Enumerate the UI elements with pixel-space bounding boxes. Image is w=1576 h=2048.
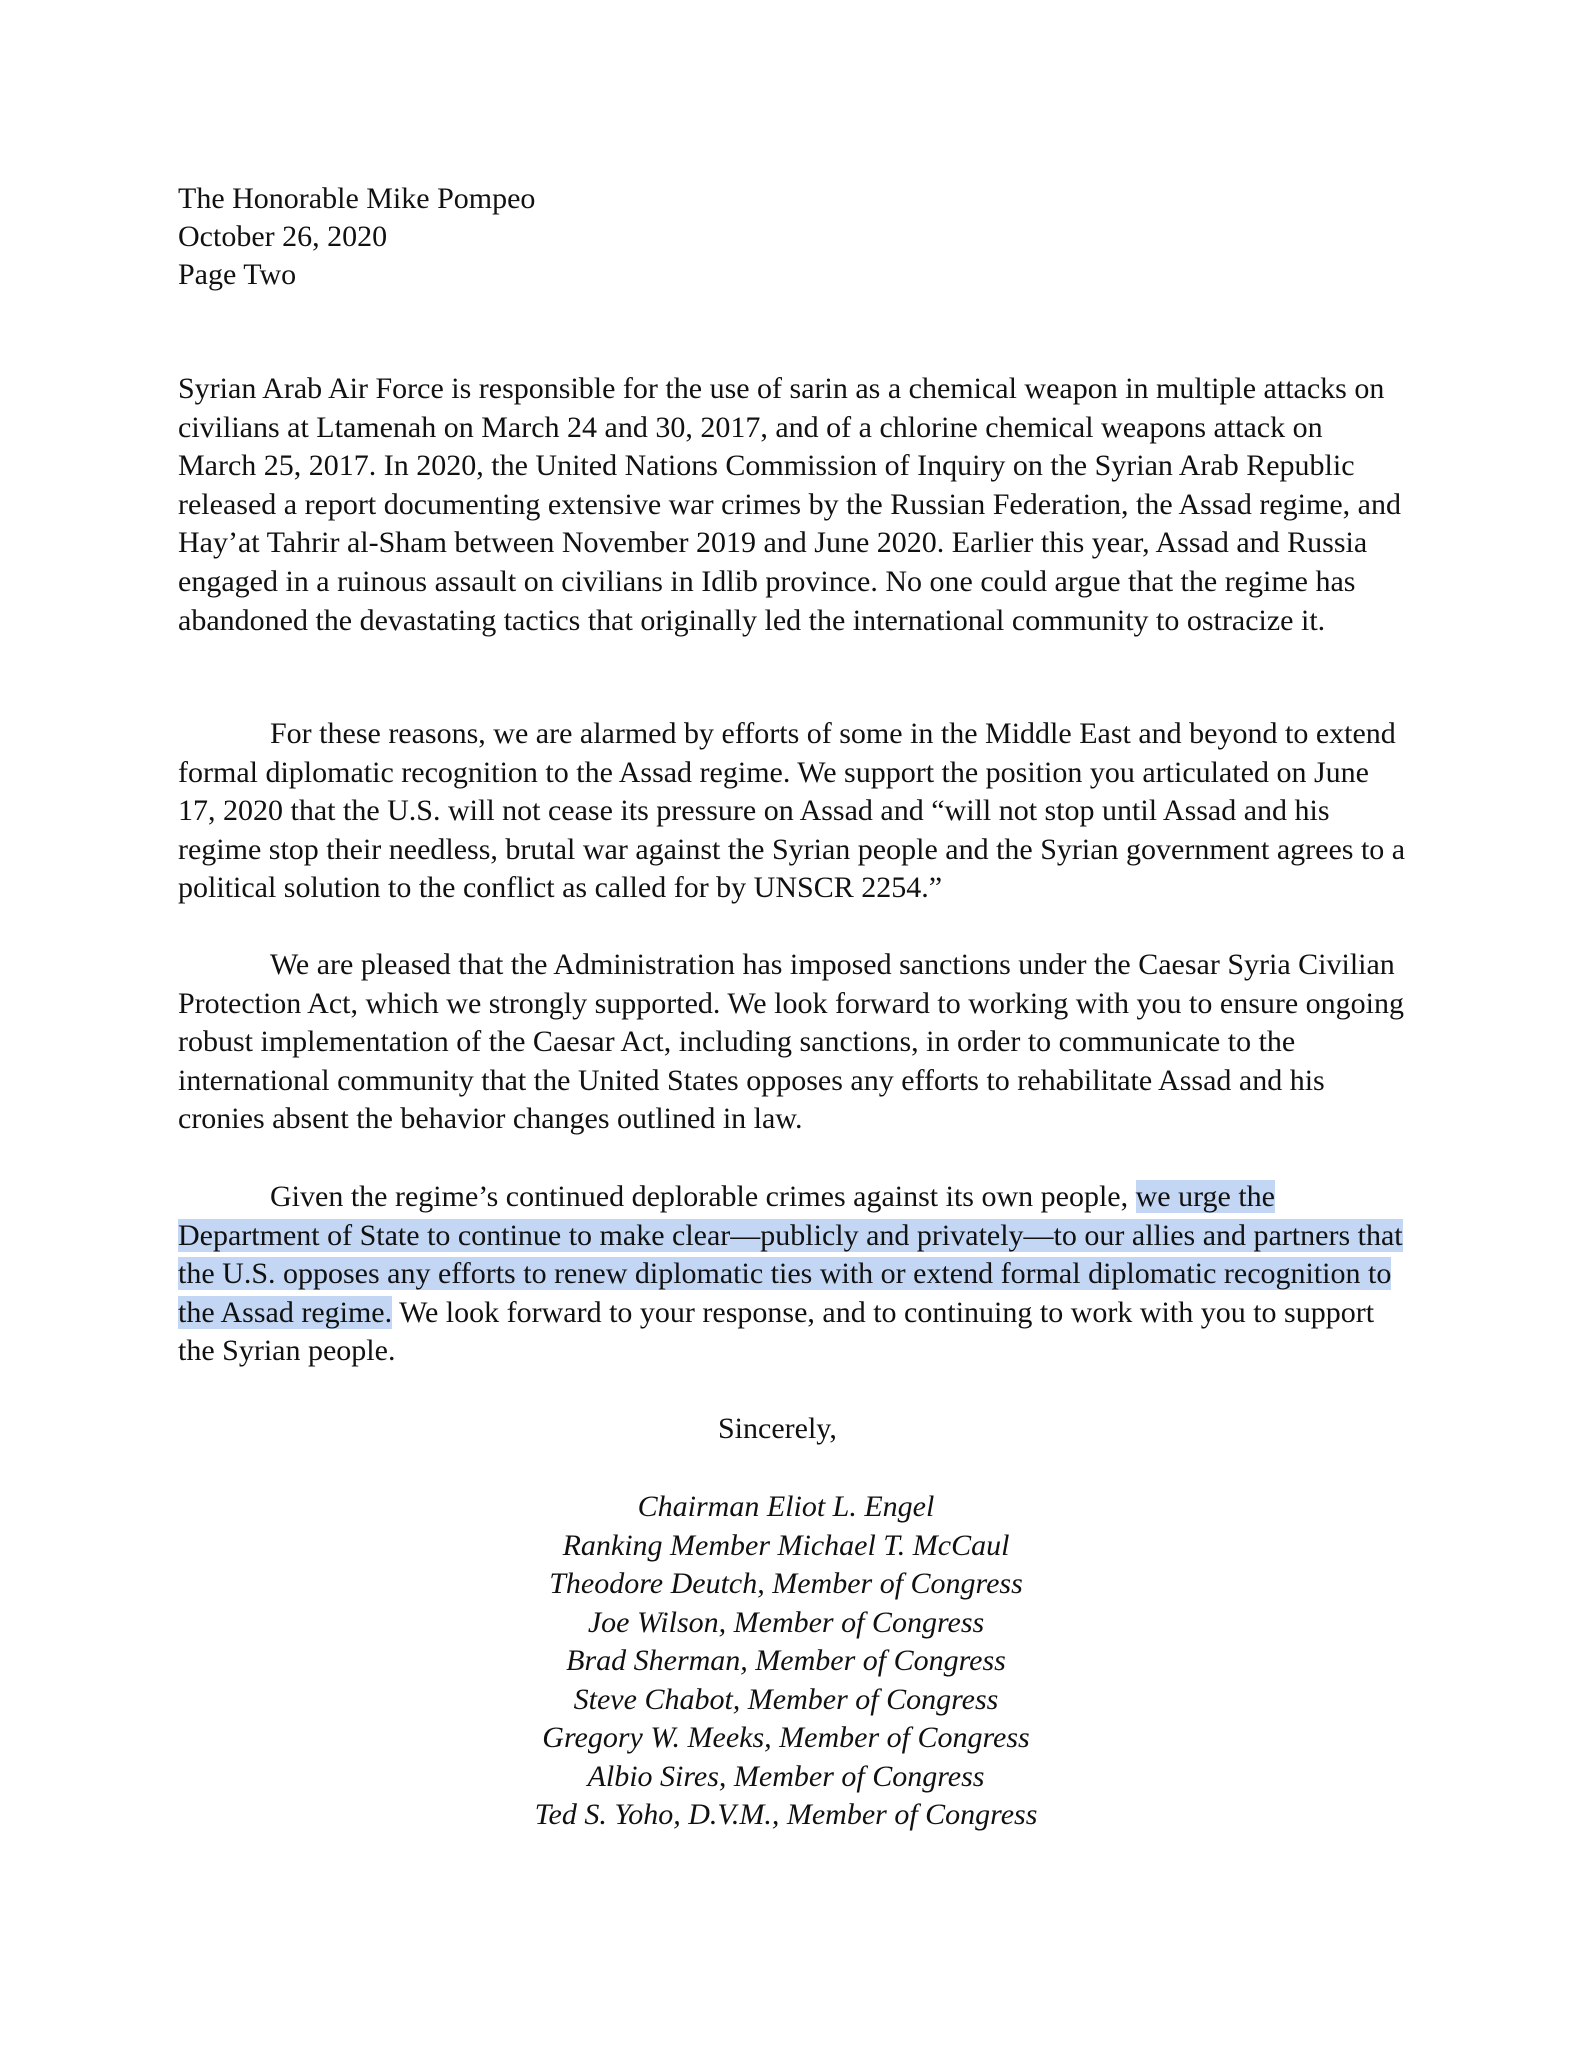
signatory: Albio Sires, Member of Congress: [587, 1759, 985, 1793]
paragraph-1-text: Syrian Arab Air Force is responsible for the use of sarin as a chemical weapon in multiple attacks on civilians at Ltamenah on March 24 and 30, 2017, and of a chlorine chemical weapons attack on March 25, 2017. In 2020, the United Nations Commission of Inquiry on the Syrian Arab Republic released a report documenting extensive war crimes by the Russian Federation, the Assad regime, and Hay’at Tahrir al-Sham between November 2019 and June 2020. Earlier this year, Assad and Russia engaged in a ruinous assault on civilians in Idlib province. No one could argue that the regime has abandoned the devastating tactics that originally led the international community to ostracize it.: [178, 372, 1401, 637]
paragraph-2-text: For these reasons, we are alarmed by efforts of some in the Middle East and beyond to extend formal diplomatic recognition to the Assad regime. We support the position you articulated on June 17, 2020 that the U.S. will not cease its pressure on Assad and “will not stop until Assad and his regime stop their needless, brutal war against the Syrian people and the Syrian government agrees to a political solution to the conflict as called for by UNSCR 2254.”: [178, 717, 1406, 905]
signatory: Ted S. Yoho, D.V.M., Member of Congress: [534, 1798, 1038, 1831]
date-line: October 26, 2020: [178, 220, 388, 253]
paragraph-4: [178, 1178, 1408, 1371]
paragraph-3: [178, 946, 1408, 1139]
signatory: Joe Wilson, Member of Congress: [587, 1605, 985, 1639]
paragraph-4-lead: Given the regime’s continued deplorable crimes against its own people,: [270, 1180, 1136, 1213]
signatory: Steve Chabot, Member of Congress: [573, 1682, 999, 1716]
signatory: Theodore Deutch, Member of Congress: [549, 1567, 1023, 1600]
signatory-list: [0, 1488, 1576, 1835]
paragraph-4-tail: We look forward to your response, and to continuing to work with you to support the Syrian people.: [178, 1295, 1375, 1368]
signatory: Brad Sherman, Member of Congress: [566, 1644, 1006, 1677]
recipient-line: The Honorable Mike Pompeo: [178, 182, 536, 215]
letter-header: [178, 180, 535, 294]
signatory: Chairman Eliot L. Engel: [637, 1490, 935, 1523]
paragraph-4-text: [178, 1178, 1408, 1371]
paragraph-2: [178, 715, 1408, 908]
paragraph-3-text: We are pleased that the Administration has imposed sanctions under the Caesar Syria Civilian Protection Act, which we strongly supported. We look forward to working with you to ensure ongoing robust implementation of the Caesar Act, including sanctions, in order to communicate to the international community that the United States opposes any efforts to rehabilitate Assad and his cronies absent the behavior changes outlined in law.: [178, 948, 1405, 1136]
signatory: Gregory W. Meeks, Member of Congress: [542, 1721, 1030, 1754]
page-number-line: Page Two: [178, 258, 297, 291]
paragraph-1: [178, 370, 1408, 640]
highlighted-request[interactable]: we urge the Department of State to continue to make clear—publicly and privately—to our allies and partners that the U.S. opposes any efforts to renew diplomatic ties with or extend formal diplomatic recognition to the Assad regime.: [178, 1180, 1403, 1329]
closing-salutation: Sincerely,: [718, 1412, 837, 1445]
signatory: Ranking Member Michael T. McCaul: [562, 1528, 1010, 1562]
